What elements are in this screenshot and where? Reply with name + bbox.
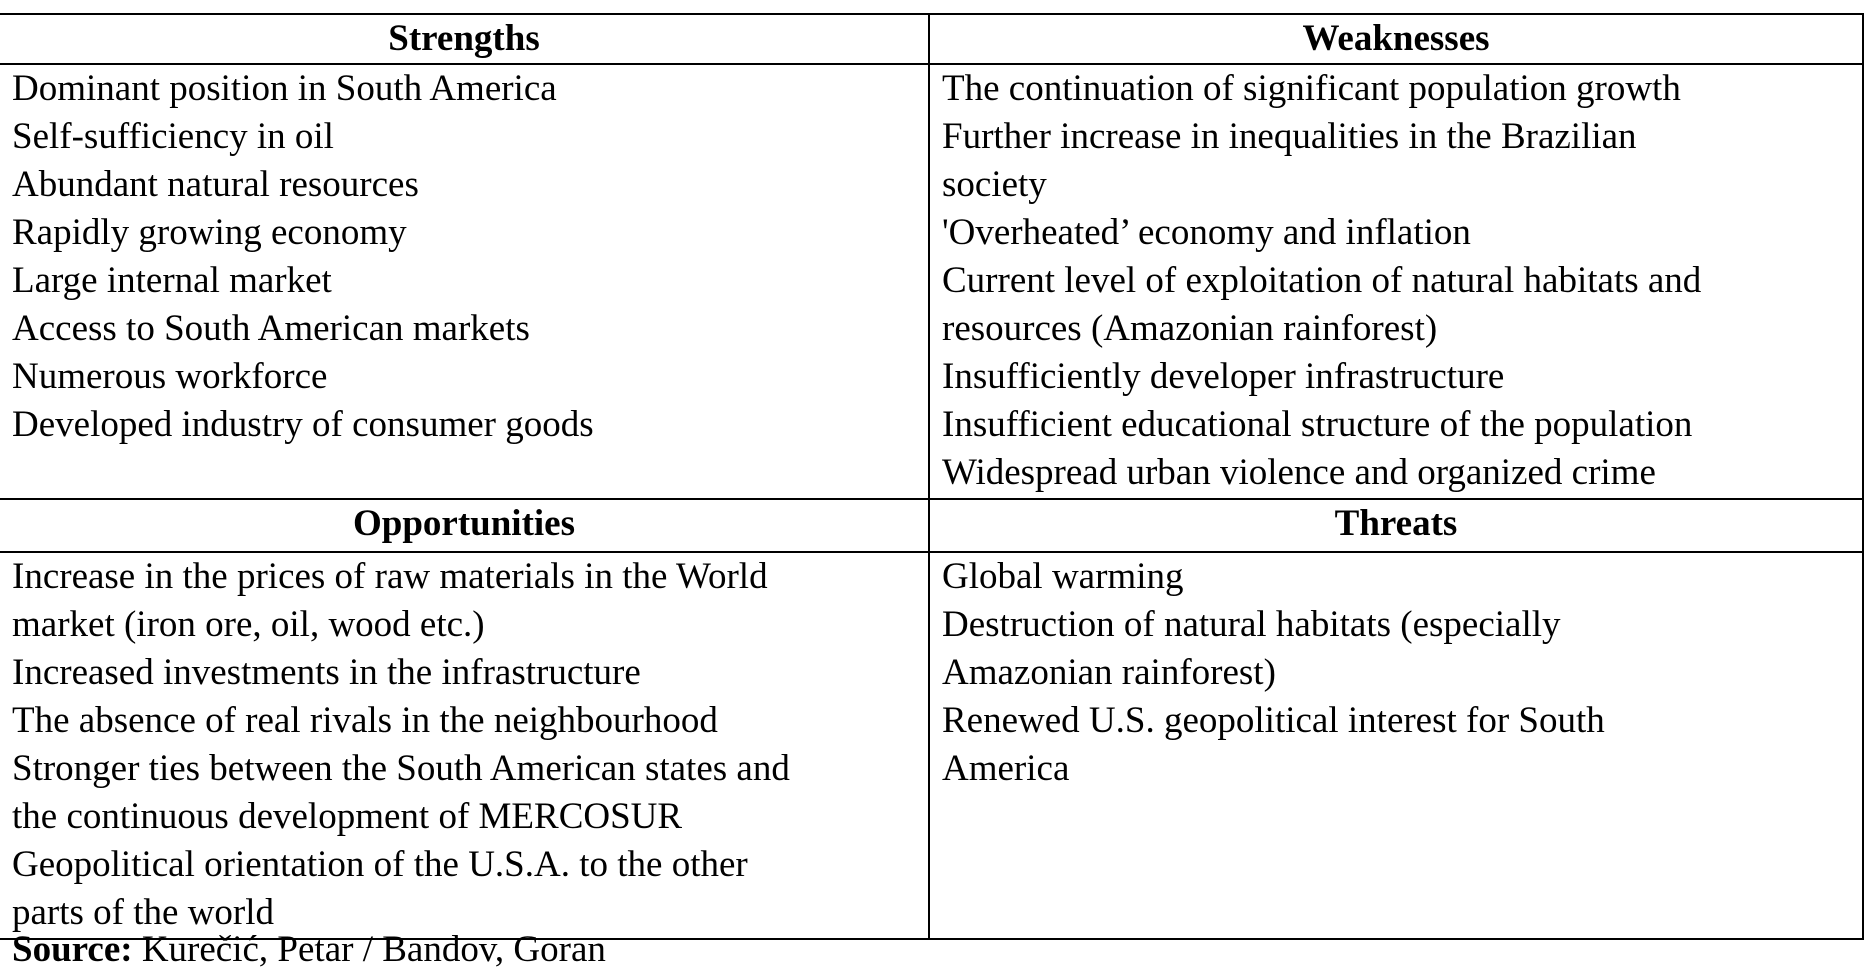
weaknesses-item: resources (Amazonian rainforest): [942, 308, 1438, 349]
opportunities-item: market (iron ore, oil, wood etc.): [12, 604, 485, 645]
threats-item: America: [942, 748, 1070, 789]
strengths-item: Abundant natural resources: [12, 164, 419, 205]
threats-cell: [929, 552, 1863, 939]
weaknesses-item: Insufficient educational structure of the population: [942, 404, 1693, 445]
strengths-header: Strengths: [0, 14, 929, 64]
threats-item: Global warming: [942, 556, 1184, 597]
source-label: Source:: [12, 929, 133, 970]
opportunities-item: Stronger ties between the South American states and: [12, 748, 790, 789]
threats-header: Threats: [929, 499, 1863, 552]
strengths-cell: [0, 64, 929, 499]
opportunities-item: parts of the world: [12, 892, 275, 933]
strengths-item: Large internal market: [12, 260, 332, 301]
opportunities-item: the continuous development of MERCOSUR: [12, 796, 683, 837]
threats-item: Destruction of natural habitats (especially: [942, 604, 1561, 645]
strengths-item: Numerous workforce: [12, 356, 328, 397]
weaknesses-item: Insufficiently developer infrastructure: [942, 356, 1505, 397]
opportunities-item: The absence of real rivals in the neighbourhood: [12, 700, 718, 741]
opportunities-cell: [0, 552, 929, 939]
source-citation: [12, 926, 606, 974]
strengths-item: Developed industry of consumer goods: [12, 404, 594, 445]
weaknesses-item: Further increase in inequalities in the Brazilian: [942, 116, 1637, 157]
weaknesses-cell: [929, 64, 1863, 499]
weaknesses-item: 'Overheated’ economy and inflation: [942, 212, 1471, 253]
weaknesses-item: Widespread urban violence and organized crime: [942, 452, 1656, 493]
source-text: Kurečić, Petar / Bandov, Goran: [132, 929, 606, 970]
opportunities-item: Increase in the prices of raw materials in the World: [12, 556, 768, 597]
weaknesses-header: Weaknesses: [929, 14, 1863, 64]
threats-item: Renewed U.S. geopolitical interest for South: [942, 700, 1605, 741]
weaknesses-item: The continuation of significant population growth: [942, 68, 1681, 109]
threats-item: Amazonian rainforest): [942, 652, 1276, 693]
swot-table: [0, 13, 1864, 940]
opportunities-item: Geopolitical orientation of the U.S.A. to the other: [12, 844, 748, 885]
opportunities-item: Increased investments in the infrastructure: [12, 652, 641, 693]
strengths-item: Self-sufficiency in oil: [12, 116, 334, 157]
opportunities-header: Opportunities: [0, 499, 929, 552]
strengths-item: Access to South American markets: [12, 308, 530, 349]
weaknesses-item: society: [942, 164, 1047, 205]
weaknesses-item: Current level of exploitation of natural habitats and: [942, 260, 1702, 301]
strengths-item: Rapidly growing economy: [12, 212, 407, 253]
strengths-item: Dominant position in South America: [12, 68, 557, 109]
